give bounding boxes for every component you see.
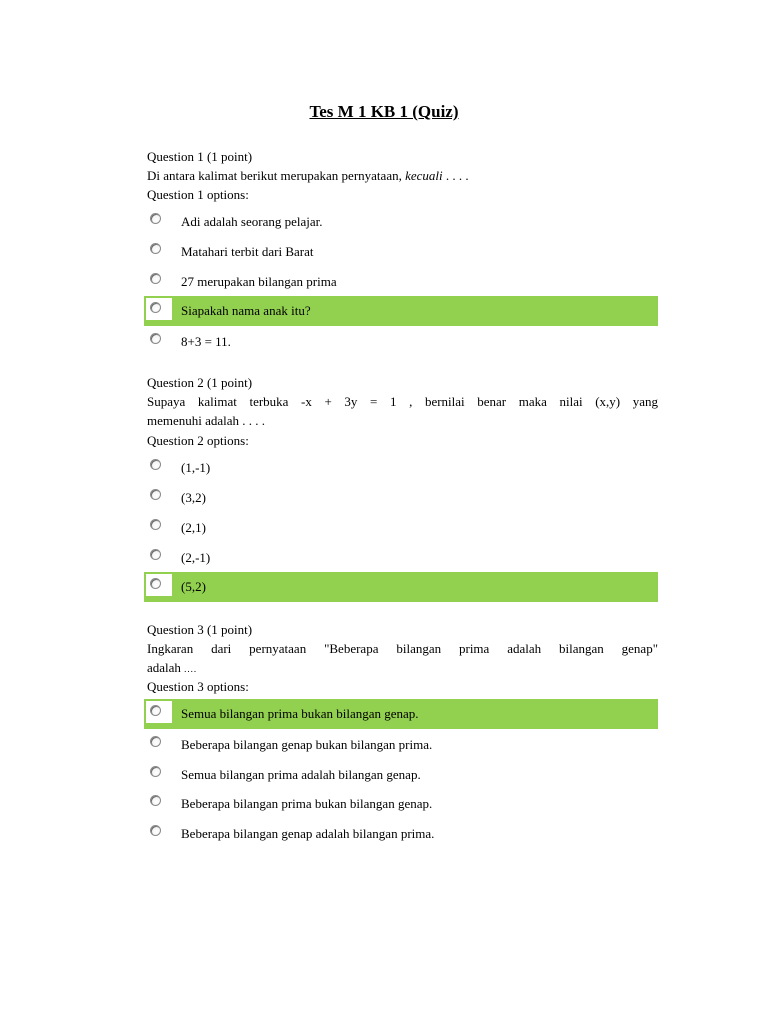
radio-button-icon[interactable] <box>150 273 161 284</box>
question-3-text-line-2-main: adalah <box>147 660 185 675</box>
question-1-option-1[interactable] <box>144 207 658 237</box>
question-2-option-5-selected[interactable] <box>144 572 658 602</box>
question-3-text-line-2 <box>147 658 197 679</box>
question-1-option-3[interactable] <box>144 267 658 297</box>
question-1-option-5[interactable] <box>144 327 658 357</box>
option-label: Semua bilangan prima adalah bilangan genap. <box>181 767 421 782</box>
question-3-option-5[interactable] <box>144 819 658 849</box>
question-2-option-3[interactable] <box>144 513 658 543</box>
question-3-option-1-selected[interactable] <box>144 699 658 729</box>
radio-button-icon[interactable] <box>150 302 161 313</box>
question-3-text-line-1: Ingkaran dari pernyataan "Beberapa bilangan prima adalah bilangan genap" <box>147 641 658 656</box>
question-3-option-3[interactable] <box>144 760 658 790</box>
question-2-text-line-2: memenuhi adalah . . . . <box>147 413 266 428</box>
radio-button-icon[interactable] <box>150 705 161 716</box>
option-label: Beberapa bilangan genap adalah bilangan prima. <box>181 826 435 841</box>
option-label: 27 merupakan bilangan prima <box>181 274 337 289</box>
radio-button-icon[interactable] <box>150 736 161 747</box>
question-3-text-line-2-dots: .... <box>184 664 198 674</box>
option-label: Beberapa bilangan genap bukan bilangan prima. <box>181 737 433 752</box>
radio-button-icon[interactable] <box>150 243 161 254</box>
question-1-text <box>147 166 469 185</box>
option-label: Adi adalah seorang pelajar. <box>181 214 323 229</box>
option-label: (5,2) <box>181 579 206 594</box>
option-label: (2,1) <box>181 520 206 535</box>
question-1-text-tail: . . . . <box>442 168 469 183</box>
option-label: Semua bilangan prima bukan bilangan genap. <box>181 706 419 721</box>
question-2-text-line-1: Supaya kalimat terbuka -x + 3y = 1 , bernilai benar maka nilai (x,y) yang <box>147 394 658 409</box>
question-2-option-1[interactable] <box>144 453 658 483</box>
option-label: 8+3 = 11. <box>181 334 231 349</box>
question-1-text-main: Di antara kalimat berikut merupakan pernyataan, <box>147 168 406 183</box>
option-label: Beberapa bilangan prima bukan bilangan genap. <box>181 796 433 811</box>
question-1-option-2[interactable] <box>144 237 658 267</box>
radio-button-icon[interactable] <box>150 549 161 560</box>
question-2-option-2[interactable] <box>144 483 658 513</box>
option-label: (3,2) <box>181 490 206 505</box>
question-3-option-2[interactable] <box>144 730 658 760</box>
radio-button-icon[interactable] <box>150 213 161 224</box>
question-1-text-emphasis: kecuali <box>405 168 443 183</box>
radio-button-icon[interactable] <box>150 519 161 530</box>
radio-button-icon[interactable] <box>150 489 161 500</box>
radio-button-icon[interactable] <box>150 578 161 589</box>
radio-button-icon[interactable] <box>150 795 161 806</box>
radio-button-icon[interactable] <box>150 825 161 836</box>
question-3-header: Question 3 (1 point) <box>147 622 253 637</box>
option-label: (2,-1) <box>181 550 211 565</box>
radio-button-icon[interactable] <box>150 333 161 344</box>
question-1-options-label: Question 1 options: <box>147 187 249 202</box>
option-label: Siapakah nama anak itu? <box>181 303 311 318</box>
question-2-options-label: Question 2 options: <box>147 433 249 448</box>
radio-button-icon[interactable] <box>150 459 161 470</box>
question-2-header: Question 2 (1 point) <box>147 375 253 390</box>
question-2-option-4[interactable] <box>144 543 658 573</box>
option-label: Matahari terbit dari Barat <box>181 244 314 259</box>
radio-button-icon[interactable] <box>150 766 161 777</box>
page-title: Tes M 1 KB 1 (Quiz) <box>309 102 459 121</box>
option-label: (1,-1) <box>181 460 211 475</box>
question-1-option-4-selected[interactable] <box>144 296 658 326</box>
question-3-option-4[interactable] <box>144 789 658 819</box>
question-1-header: Question 1 (1 point) <box>147 149 253 164</box>
question-3-options-label: Question 3 options: <box>147 679 249 694</box>
